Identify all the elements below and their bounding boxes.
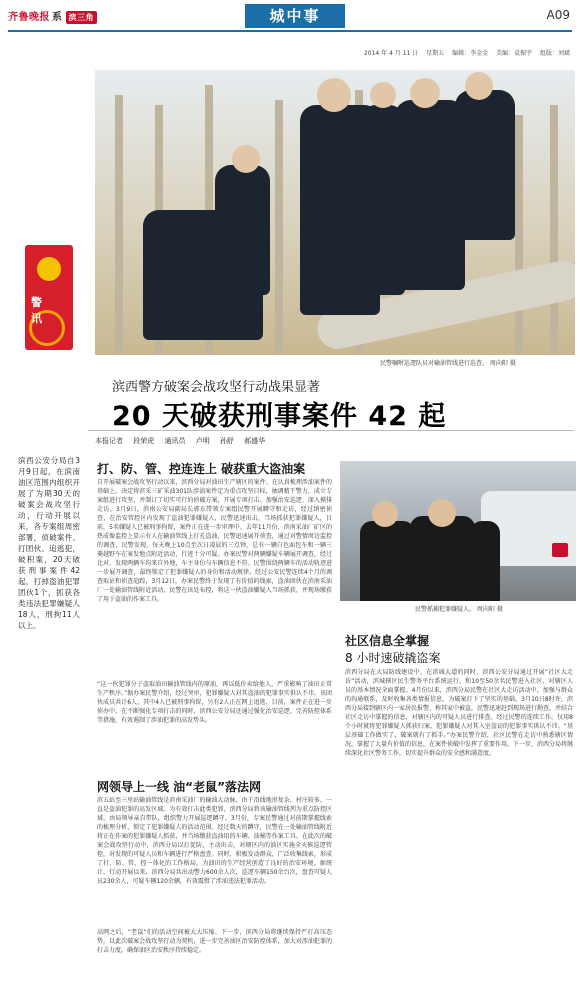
issue-proof: 组版：刘斌	[539, 50, 570, 57]
right-article-title-1: 社区信息全掌握	[345, 634, 430, 648]
byline-item: 孙舒	[219, 437, 234, 445]
byline-item: 本报记者	[95, 437, 123, 445]
masthead-title: 齐鲁晚报	[8, 12, 50, 23]
right-article-body: 滨西分局在大局防线建设中，在滨城大道的同时，滨西公安分局通过开展“社区大走访”活动，滨城辖区民生警务平台系统运行，和10至50余名民警进入社区，对辖区人员的基本情况全面掌握。4月份以来，滨西分局民警在社区大走访活动中，加强与群众的沟通联系，及时收集各类情报信息，为破案打下了坚实的基础。3月10日8时许，滨西分局接到辖区内一家居民报警，称其家中被盗，民警迅速赶到现场进行勘查，并结合社区走访中掌握的信息，对辖区内的可疑人员进行排查。经过民警的连续工作，仅用8个小时就将犯罪嫌疑人抓获归案，犯罪嫌疑人对其入室盗窃的犯罪事实供认不讳。“基层基础工作做实了，破案就有了抓手。”办案民警介绍，社区民警在走访中熟悉辖区情况，掌握了大量有价值的信息，在案件侦破中发挥了重要作用。下一步，滨西分局将继续深化社区警务工作，切实提升群众的安全感和满意度。	[345, 669, 573, 757]
body-paragraph-2: “这一伙犯罪分子盗取油田输油管线内的原油，再以低价卖给他人，严重影响了油田正常生产秩序。”据办案民警介绍，经过突审，犯罪嫌疑人对其盗油的犯罪事实供认不讳，该团伙成员共计6人，其中4人已被刑事拘留，另有2人正在网上追逃，目前，案件正在进一步侦办中。在不断强化专项打击的同时，滨西公安分局还通过强化治安巡逻、完善防控体系等措施，有效遏制了涉油犯罪的高发势头。	[97, 681, 332, 724]
right-article-title-2: 8 小时速破撬盗案	[345, 651, 441, 665]
badge-line1: 警	[31, 296, 42, 309]
byline-item: 通讯员	[164, 437, 186, 445]
issue-date: 2014 年 4 月 11 日	[363, 50, 419, 57]
masthead-tag: 滨三角	[66, 11, 98, 24]
masthead	[8, 8, 97, 24]
subhead-2: 网领导上一线 油“老鼠”落法网	[97, 780, 261, 794]
body-paragraph-1: 自开展破案会战攻坚行动以来，滨西分局对油田生产辖区的案件、在认真梳理涉油案件的基础上，决定将滨采三矿采油301队涉油案件定为重点攻坚目标，抽调精干警力，成立专案组进行攻坚，并制订了切实可行的侦破方案，开展专项打击、加强治安巡逻、深入摸排走访。3月9日，滨南公安局副局长郭东带领专案组民警开展蹲守和走访，经过缜密侦查，在治安管控区内发现了盗油犯罪嫌疑人，民警迅速出击，当场抓获犯罪嫌疑人，目前，5名嫌疑人已被刑事拘留，案件正在进一步审理中。去年11月份，滨南采油厂矿区的热成像监控上显示有人在输油管线上打孔盗油，民警迅速展开侦查，通过对警情周边监控的调查，民警发现，每天晚上10点至次日凌晨的三点钟，总有一辆白色面包车和一辆三菱越野车在案发地点附近活动，行迹十分可疑。办案民警对两辆嫌疑车辆展开调查，经过比对，发现两辆车均来自外地，车主身份与车辆信息不符。民警围绕两辆车的活动轨迹进一步展开调查，最终锁定了犯罪嫌疑人的身份和活动规律。经过公安民警连续4个月的调查取证和侦查追踪，3月12日，办案民警终于发现了有价值的线索，盗油团伙在滨南采油厂一处输油管线附近活动，民警在该处布控，将这一伙盗油嫌疑人当场抓获，并现场缴获了用于盗油的作案工具。	[97, 479, 332, 603]
arrest-photo	[340, 461, 576, 601]
masthead-sub: 系	[52, 12, 63, 23]
header-rule	[8, 30, 572, 32]
article-summary: 滨西公安分局自3月9日起，在滨南油区范围内组织开展了为期30天的破案会战攻坚行动，行动开展以来，各专案组周密部署，侦破案件、打团伙、追逃犯，破积案，20天破获刑事案件42起，打掉盗油犯罪团伙1个，抓获各类违法犯罪嫌疑人18人，刑拘11人以上。	[18, 456, 80, 630]
byline-item: 段荣虎	[133, 437, 155, 445]
main-photo-caption: 民警嘱咐巡逻队员对输油管线进行巡查。 周向阳 摄	[380, 360, 516, 367]
main-photo	[95, 70, 575, 355]
article-headline: 20 天破获刑事案件 42 起	[112, 401, 447, 432]
section-title: 城中事	[245, 4, 345, 28]
page-number: A09	[546, 8, 570, 22]
issue-designer: 美编：袁振宇	[496, 50, 533, 57]
issue-meta	[358, 48, 570, 57]
issue-weekday: 星期五	[426, 50, 445, 57]
body-paragraph-4: 高网之后，“老鼠”们的活动空间被大大压缩。下一步，滨西分局将继续保持严打高压态势，以此次破案会战攻坚行动为契机，进一步完善油区治安防控体系，加大对涉油犯罪的打击力度，确保油区治安秩序持续稳定。	[97, 929, 332, 954]
police-emblem-icon	[37, 257, 61, 281]
police-news-badge	[25, 245, 73, 350]
byline-item: 卢明	[195, 437, 210, 445]
arrest-photo-caption: 民警抓捕犯罪嫌疑人。 周向阳 摄	[415, 606, 503, 613]
article-kicker: 滨西警方破案会战攻坚行动战果显著	[112, 380, 321, 395]
badge-line2: 讯	[31, 312, 42, 325]
subhead-1: 打、防、管、控连连上 破获重大盗油案	[97, 462, 306, 476]
issue-editor: 编辑：李金金	[452, 50, 489, 57]
article-byline	[95, 436, 273, 446]
page-header	[0, 0, 580, 46]
byline-item: 郝盛华	[244, 437, 266, 445]
body-paragraph-3: 滨五站至三里站输油管线是滨南采油厂的输油大动脉，由于沿线地形复杂，村庄较多，一直是盗油犯罪的高发区域。为有效打击此类犯罪，滨西分局将该输油管线列为重点防控区域，由局领导亲自带队，组织警力开展巡逻蹲守。3月份，专案民警通过对前期掌握线索的梳理分析，锁定了犯罪嫌疑人的活动范围。经过数天的蹲守，民警在一处输油管线附近将正在作案的犯罪嫌疑人抓获，并当场缴获盗油用的车辆、油桶等作案工具。在此次的破案会战攻坚行动中，滨西分局以打促防，主动出击，对辖区内的油区实施全天候巡逻管控，对发现的可疑人员和车辆进行严格盘查。同时，积极发动群众，广泛收集线索，形成了打、防、管、控一体化的工作格局，为油田的生产经营创造了良好的治安环境。据统计，行动开展以来，滨西分局共出动警力600余人次，巡逻车辆150余台次，盘查可疑人员230余人，可疑车辆120余辆，有效震慑了涉油违法犯罪活动。	[97, 797, 332, 885]
